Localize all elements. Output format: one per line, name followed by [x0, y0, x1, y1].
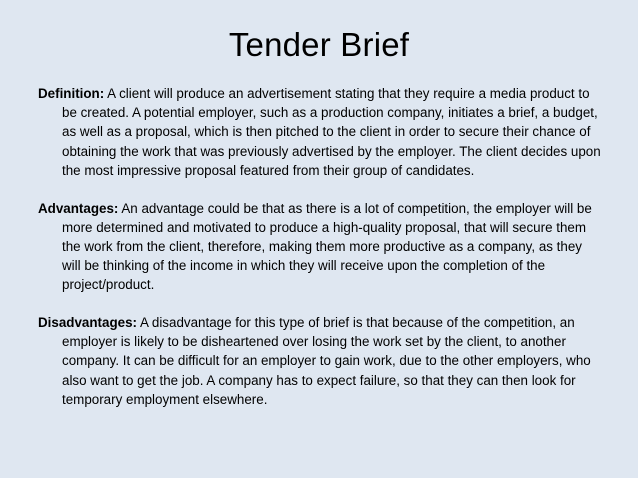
advantages-text: An advantage could be that as there is a lot of competition, the employer will be more determined and motivated to produce a high-quality proposal, that will secure them the work from the client, therefore, making them more productive as a company, as they will be thinking of the income in which they will receive upon the completion of the project/product.: [62, 200, 592, 293]
definition-term: Definition:: [38, 86, 105, 101]
advantages-paragraph: [38, 199, 604, 295]
slide-body: [38, 84, 604, 409]
definition-text: A client will produce an advertisement stating that they require a media product to be created. A potential employer, such as a production company, initiates a brief, a budget, as well as a proposal, which is then pitched to the client in order to secure their chance of obtaining the work that was previously advertised by the employer. The client decides upon the most impressive proposal featured from their group of candidates.: [62, 86, 601, 178]
disadvantages-term: Disadvantages:: [38, 315, 137, 331]
definition-paragraph: [38, 84, 604, 180]
advantages-term: Advantages:: [38, 200, 119, 216]
disadvantages-text: A disadvantage for this type of brief is that because of the competition, an employer is likely to be disheartened over losing the work set by the client, to another company. It can be difficult for an employer to gain work, due to the other employers, who also want to get the job. A company has to expect failure, so that they can then look for temporary employment elsewhere.: [62, 315, 591, 407]
slide-title: Tender Brief: [228, 26, 410, 63]
disadvantages-paragraph: [38, 313, 604, 409]
